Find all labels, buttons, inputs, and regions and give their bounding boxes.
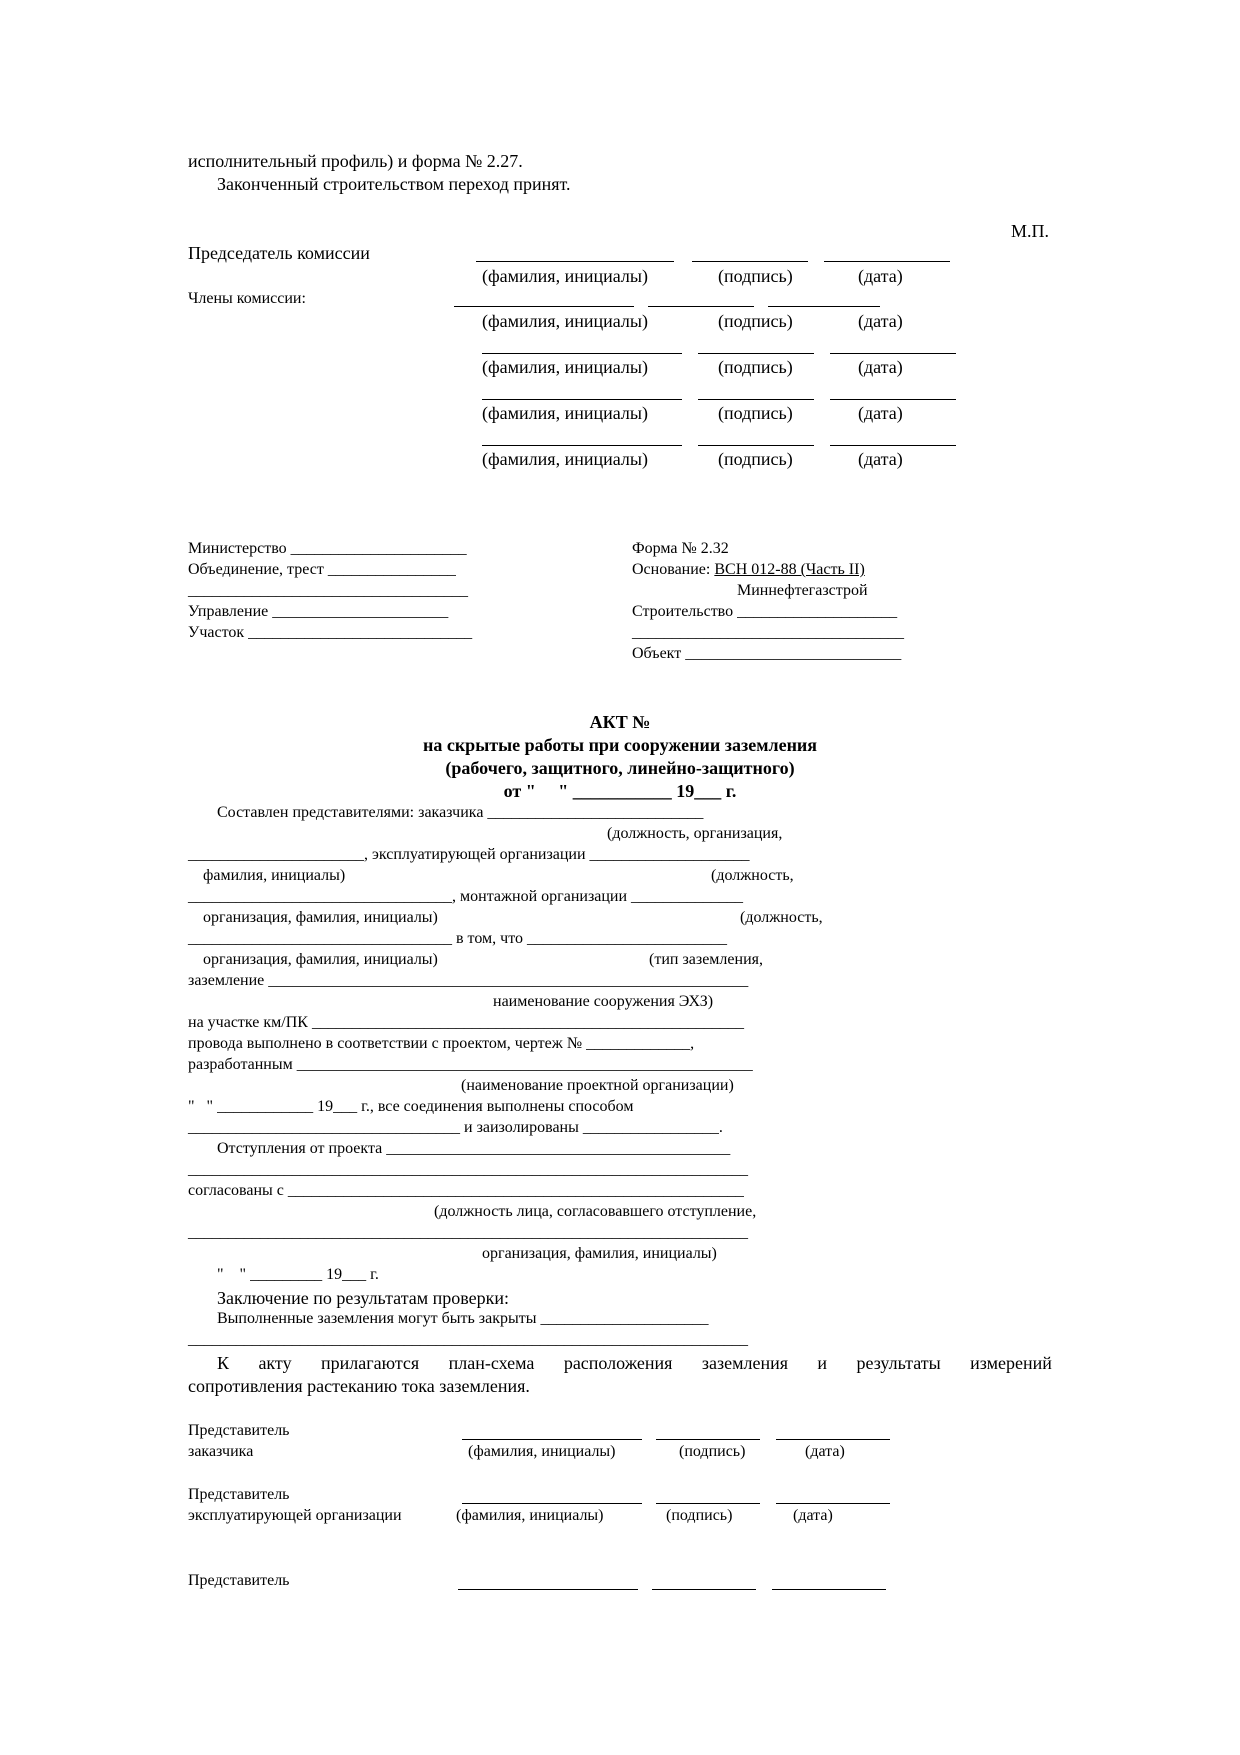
composed-by-line[interactable]: Составлен представителями: заказчика ___________________________: [217, 804, 704, 821]
construction-field[interactable]: Строительство ____________________: [632, 603, 898, 620]
member2-signature-field[interactable]: [698, 353, 814, 354]
rep-last-signature-field[interactable]: [652, 1589, 756, 1590]
chair-signature-field[interactable]: [692, 261, 808, 262]
act-subtitle: на скрытые работы при сооружении заземления: [422, 735, 818, 755]
members-label: Члены комиссии:: [188, 290, 306, 307]
caption-name: (фамилия, инициалы): [482, 357, 648, 377]
caption-signature: (подпись): [718, 403, 793, 423]
caption-signature: (подпись): [718, 449, 793, 469]
issuing-ministry: Миннефтегазстрой: [737, 582, 868, 599]
member4-name-field[interactable]: [482, 445, 682, 446]
member1-name-field[interactable]: [454, 306, 634, 307]
caption: (должность,: [711, 867, 794, 884]
caption-name: (фамилия, инициалы): [482, 403, 648, 423]
caption-name: (фамилия, инициалы): [482, 449, 648, 469]
caption-date: (дата): [793, 1507, 833, 1524]
caption: (тип заземления,: [649, 951, 763, 968]
rep-last-label: Представитель: [188, 1572, 290, 1589]
member4-date-field[interactable]: [830, 445, 956, 446]
operator-date-field[interactable]: [776, 1503, 890, 1504]
in-that-line[interactable]: _________________________________ в том, что _________________________: [188, 930, 727, 947]
chair-name-field[interactable]: [476, 261, 674, 262]
agreement-date[interactable]: " " _________ 19___ г.: [217, 1266, 379, 1283]
caption-signature: (подпись): [718, 311, 793, 331]
caption-date: (дата): [858, 311, 903, 331]
member1-signature-field[interactable]: [648, 306, 754, 307]
caption: (должность, организация,: [607, 825, 783, 842]
stamp-label: М.П.: [1011, 221, 1050, 241]
rep-customer-label-2: заказчика: [188, 1443, 254, 1460]
caption-name: (фамилия, инициалы): [456, 1507, 604, 1524]
rep-last-date-field[interactable]: [772, 1589, 886, 1590]
member2-date-field[interactable]: [830, 353, 956, 354]
customer-name-field[interactable]: [462, 1439, 642, 1440]
caption-signature: (подпись): [679, 1443, 746, 1460]
form-number: Форма № 2.32: [632, 540, 729, 557]
member2-name-field[interactable]: [482, 353, 682, 354]
member1-date-field[interactable]: [768, 306, 880, 307]
insulated-line[interactable]: __________________________________ и заизолированы _________________.: [188, 1119, 723, 1136]
caption-name: (фамилия, инициалы): [482, 311, 648, 331]
section-field[interactable]: Участок ____________________________: [188, 624, 473, 641]
grounding-line[interactable]: заземление ____________________________________________________________: [188, 972, 749, 989]
rep-last-name-field[interactable]: [458, 1589, 638, 1590]
basis-link[interactable]: ВСН 012-88 (Часть II): [714, 561, 865, 578]
drawing-line[interactable]: провода выполнено в соответствии с проектом, чертеж № _____________,: [188, 1035, 695, 1052]
connections-date-line[interactable]: " " ____________ 19___ г., все соединения выполнены способом: [188, 1098, 634, 1115]
member3-date-field[interactable]: [830, 399, 956, 400]
operator-signature-field[interactable]: [656, 1503, 760, 1504]
accepted-statement: Законченный строительством переход принят.: [217, 174, 571, 194]
conclusion-title: Заключение по результатам проверки:: [217, 1288, 510, 1308]
conclusion-text[interactable]: Выполненные заземления могут быть закрыты _____________________: [217, 1310, 709, 1327]
operator-line[interactable]: ______________________, эксплуатирующей организации ____________________: [188, 846, 750, 863]
caption: наименование сооружения ЭХЗ): [493, 993, 714, 1010]
basis-line: [632, 562, 865, 578]
member3-signature-field[interactable]: [698, 399, 814, 400]
developed-by-line[interactable]: разработанным _________________________________________________________: [188, 1056, 753, 1073]
act-title: АКТ №: [589, 712, 651, 732]
caption-name: (фамилия, инициалы): [468, 1443, 616, 1460]
caption: (должность,: [740, 909, 823, 926]
caption: (должность лица, согласовавшего отступление,: [434, 1203, 757, 1220]
caption: организация, фамилия, инициалы): [482, 1245, 717, 1262]
agreed-blank[interactable]: ______________________________________________________________________: [188, 1224, 748, 1241]
caption-date: (дата): [858, 266, 903, 286]
caption-date: (дата): [858, 403, 903, 423]
caption: организация, фамилия, инициалы): [203, 951, 438, 968]
continuation-line: исполнительный профиль) и форма № 2.27.: [188, 151, 523, 171]
installer-line[interactable]: _________________________________, монтажной организации ______________: [188, 888, 744, 905]
conclusion-blank[interactable]: ______________________________________________________________________: [188, 1331, 748, 1348]
member4-signature-field[interactable]: [698, 445, 814, 446]
caption-name: (фамилия, инициалы): [482, 266, 648, 286]
customer-signature-field[interactable]: [656, 1439, 760, 1440]
chair-date-field[interactable]: [824, 261, 950, 262]
member3-name-field[interactable]: [482, 399, 682, 400]
object-field[interactable]: Объект ___________________________: [632, 645, 902, 662]
act-date[interactable]: от " " ___________ 19___ г.: [503, 781, 737, 801]
agreed-with-line[interactable]: согласованы с _________________________________________________________: [188, 1182, 744, 1199]
section-km-line[interactable]: на участке км/ПК ______________________________________________________: [188, 1014, 744, 1031]
ministry-field[interactable]: Министерство ______________________: [188, 540, 467, 557]
caption-date: (дата): [858, 449, 903, 469]
association-field[interactable]: Объединение, трест ________________: [188, 561, 456, 578]
chair-label: Председатель комиссии: [188, 243, 370, 263]
rep-operator-label-2: эксплуатирующей организации: [188, 1507, 402, 1524]
rep-operator-label: Представитель: [188, 1486, 290, 1503]
deviations-line[interactable]: Отступления от проекта ___________________________________________: [217, 1140, 731, 1157]
operator-name-field[interactable]: [462, 1503, 642, 1504]
caption: фамилия, инициалы): [203, 867, 346, 884]
caption-signature: (подпись): [666, 1507, 733, 1524]
caption-date: (дата): [858, 357, 903, 377]
blank-field[interactable]: __________________________________: [632, 624, 904, 641]
act-subtitle-types: (рабочего, защитного, линейно-защитного): [445, 758, 795, 778]
caption-signature: (подпись): [718, 266, 793, 286]
caption-date: (дата): [805, 1443, 845, 1460]
caption-signature: (подпись): [718, 357, 793, 377]
customer-date-field[interactable]: [776, 1439, 890, 1440]
caption: (наименование проектной организации): [461, 1077, 734, 1094]
basis-label: Основание:: [632, 561, 715, 578]
blank-field[interactable]: ___________________________________: [188, 582, 468, 599]
attachment-paragraph-end: сопротивления растеканию тока заземления.: [188, 1376, 530, 1396]
caption: организация, фамилия, инициалы): [203, 909, 438, 926]
deviations-blank[interactable]: ______________________________________________________________________: [188, 1161, 748, 1178]
directorate-field[interactable]: Управление ______________________: [188, 603, 449, 620]
attachment-paragraph: К акту прилагаются план-схема расположения заземления и результаты измерений: [217, 1353, 1052, 1373]
rep-customer-label: Представитель: [188, 1422, 290, 1439]
